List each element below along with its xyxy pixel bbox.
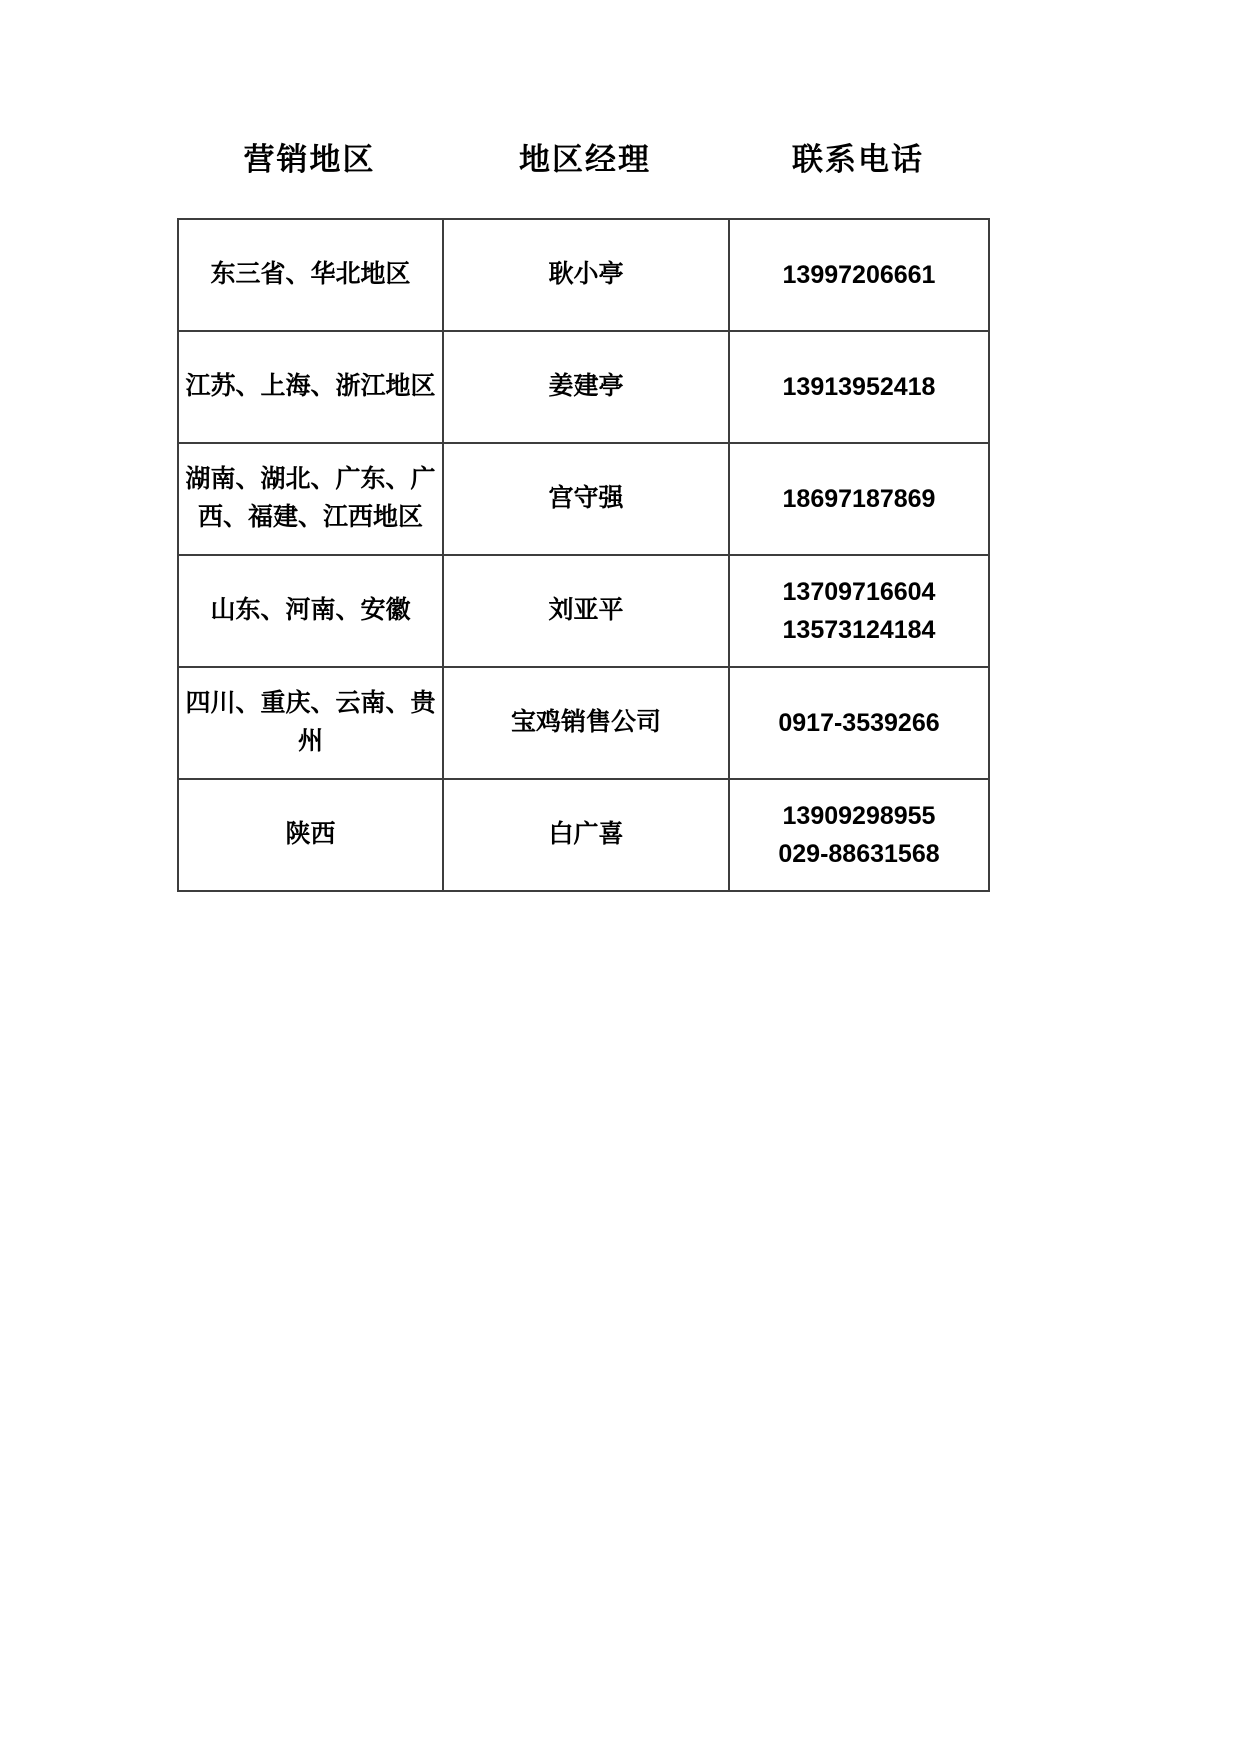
phone-cell <box>729 667 989 779</box>
manager-cell: 宝鸡销售公司 <box>443 667 729 779</box>
region-cell: 四川、重庆、云南、贵州 <box>178 667 443 779</box>
table-row <box>178 555 989 667</box>
contact-table-section <box>177 138 990 892</box>
phone-cell <box>729 219 989 331</box>
phone-number: 0917-3539266 <box>778 709 940 737</box>
region-cell: 东三省、华北地区 <box>178 219 443 331</box>
table-row <box>178 219 989 331</box>
region-cell: 陕西 <box>178 779 443 891</box>
phone-cell <box>729 443 989 555</box>
table-row <box>178 443 989 555</box>
manager-cell: 耿小亭 <box>443 219 729 331</box>
column-header-region: 营销地区 <box>243 142 376 177</box>
region-cell: 湖南、湖北、广东、广西、福建、江西地区 <box>178 443 443 555</box>
region-cell: 山东、河南、安徽 <box>178 555 443 667</box>
phone-cell <box>729 779 989 891</box>
phone-number: 13997206661 <box>782 261 936 289</box>
manager-cell: 宫守强 <box>443 443 729 555</box>
phone-number: 029-88631568 <box>778 840 940 868</box>
phone-cell <box>729 331 989 443</box>
table-row <box>178 331 989 443</box>
table-row <box>178 667 989 779</box>
contact-table <box>177 218 990 892</box>
phone-number: 13573124184 <box>782 616 936 644</box>
phone-cell <box>729 555 989 667</box>
table-header-row <box>177 138 990 182</box>
manager-cell: 刘亚平 <box>443 555 729 667</box>
phone-number: 18697187869 <box>782 485 936 513</box>
region-cell: 江苏、上海、浙江地区 <box>178 331 443 443</box>
phone-number: 13909298955 <box>782 802 936 830</box>
phone-number: 13913952418 <box>782 373 936 401</box>
table-row <box>178 779 989 891</box>
column-header-manager: 地区经理 <box>519 142 651 177</box>
phone-number: 13709716604 <box>782 578 936 606</box>
column-header-phone: 联系电话 <box>792 142 924 177</box>
manager-cell: 姜建亭 <box>443 331 729 443</box>
manager-cell: 白广喜 <box>443 779 729 891</box>
